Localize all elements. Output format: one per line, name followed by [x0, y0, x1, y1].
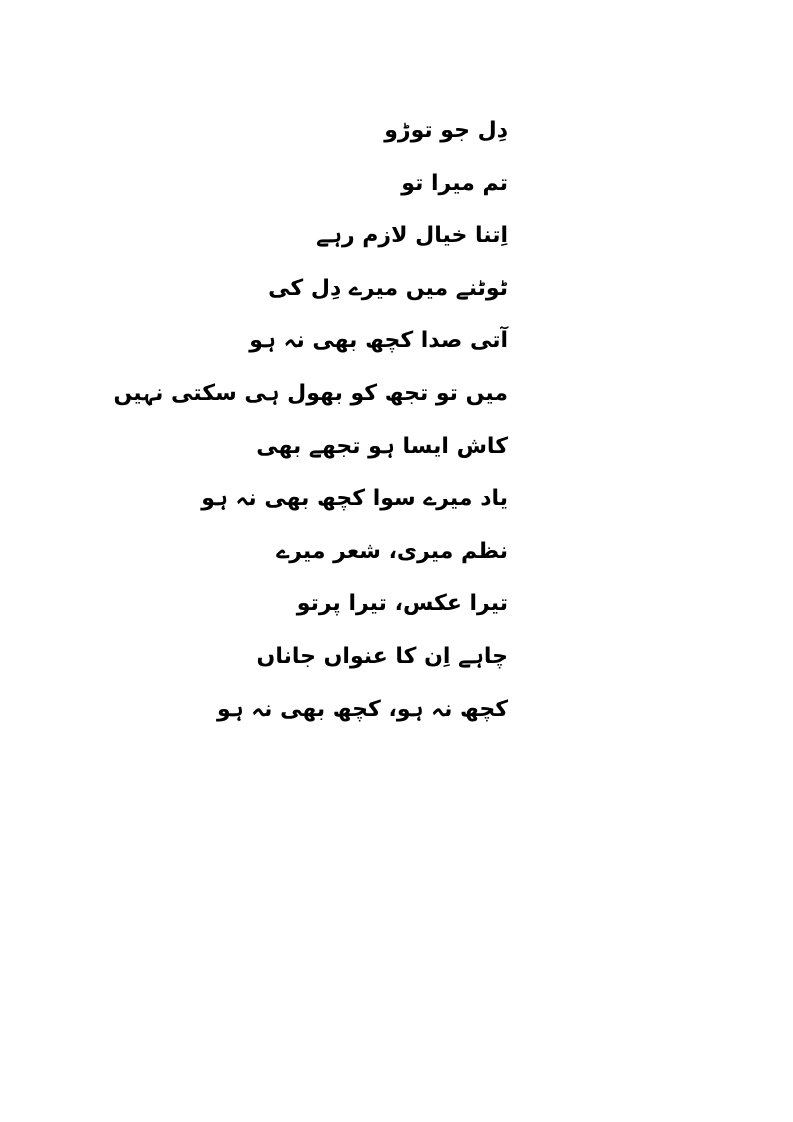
- poem-line: نظم میری، شعر میرے: [276, 538, 508, 564]
- poem-line: تم میرا تو: [401, 170, 508, 196]
- poem-line: آتی صدا کچھ بھی نہ ہو: [249, 328, 508, 354]
- poem-line: چاہے اِن کا عنواں جاناں: [256, 643, 508, 669]
- poem-line: ٹوٹنے میں میرے دِل کی: [268, 275, 508, 301]
- poem-line: یاد میرے سوا کچھ بھی نہ ہو: [201, 486, 508, 512]
- poem-line: دِل جو توڑو: [384, 118, 508, 143]
- poem-body: [113, 105, 508, 736]
- poem-line: کچھ نہ ہو، کچھ بھی نہ ہو: [216, 696, 508, 722]
- poem-line: اِتنا خیال لازم رہے: [316, 223, 508, 249]
- poem-line: تیرا عکس، تیرا پرتو: [296, 591, 508, 617]
- poem-line: میں تو تجھ کو بھول ہی سکتی نہیں: [113, 380, 508, 406]
- poem-line: کاش ایسا ہو تجھے بھی: [256, 433, 508, 459]
